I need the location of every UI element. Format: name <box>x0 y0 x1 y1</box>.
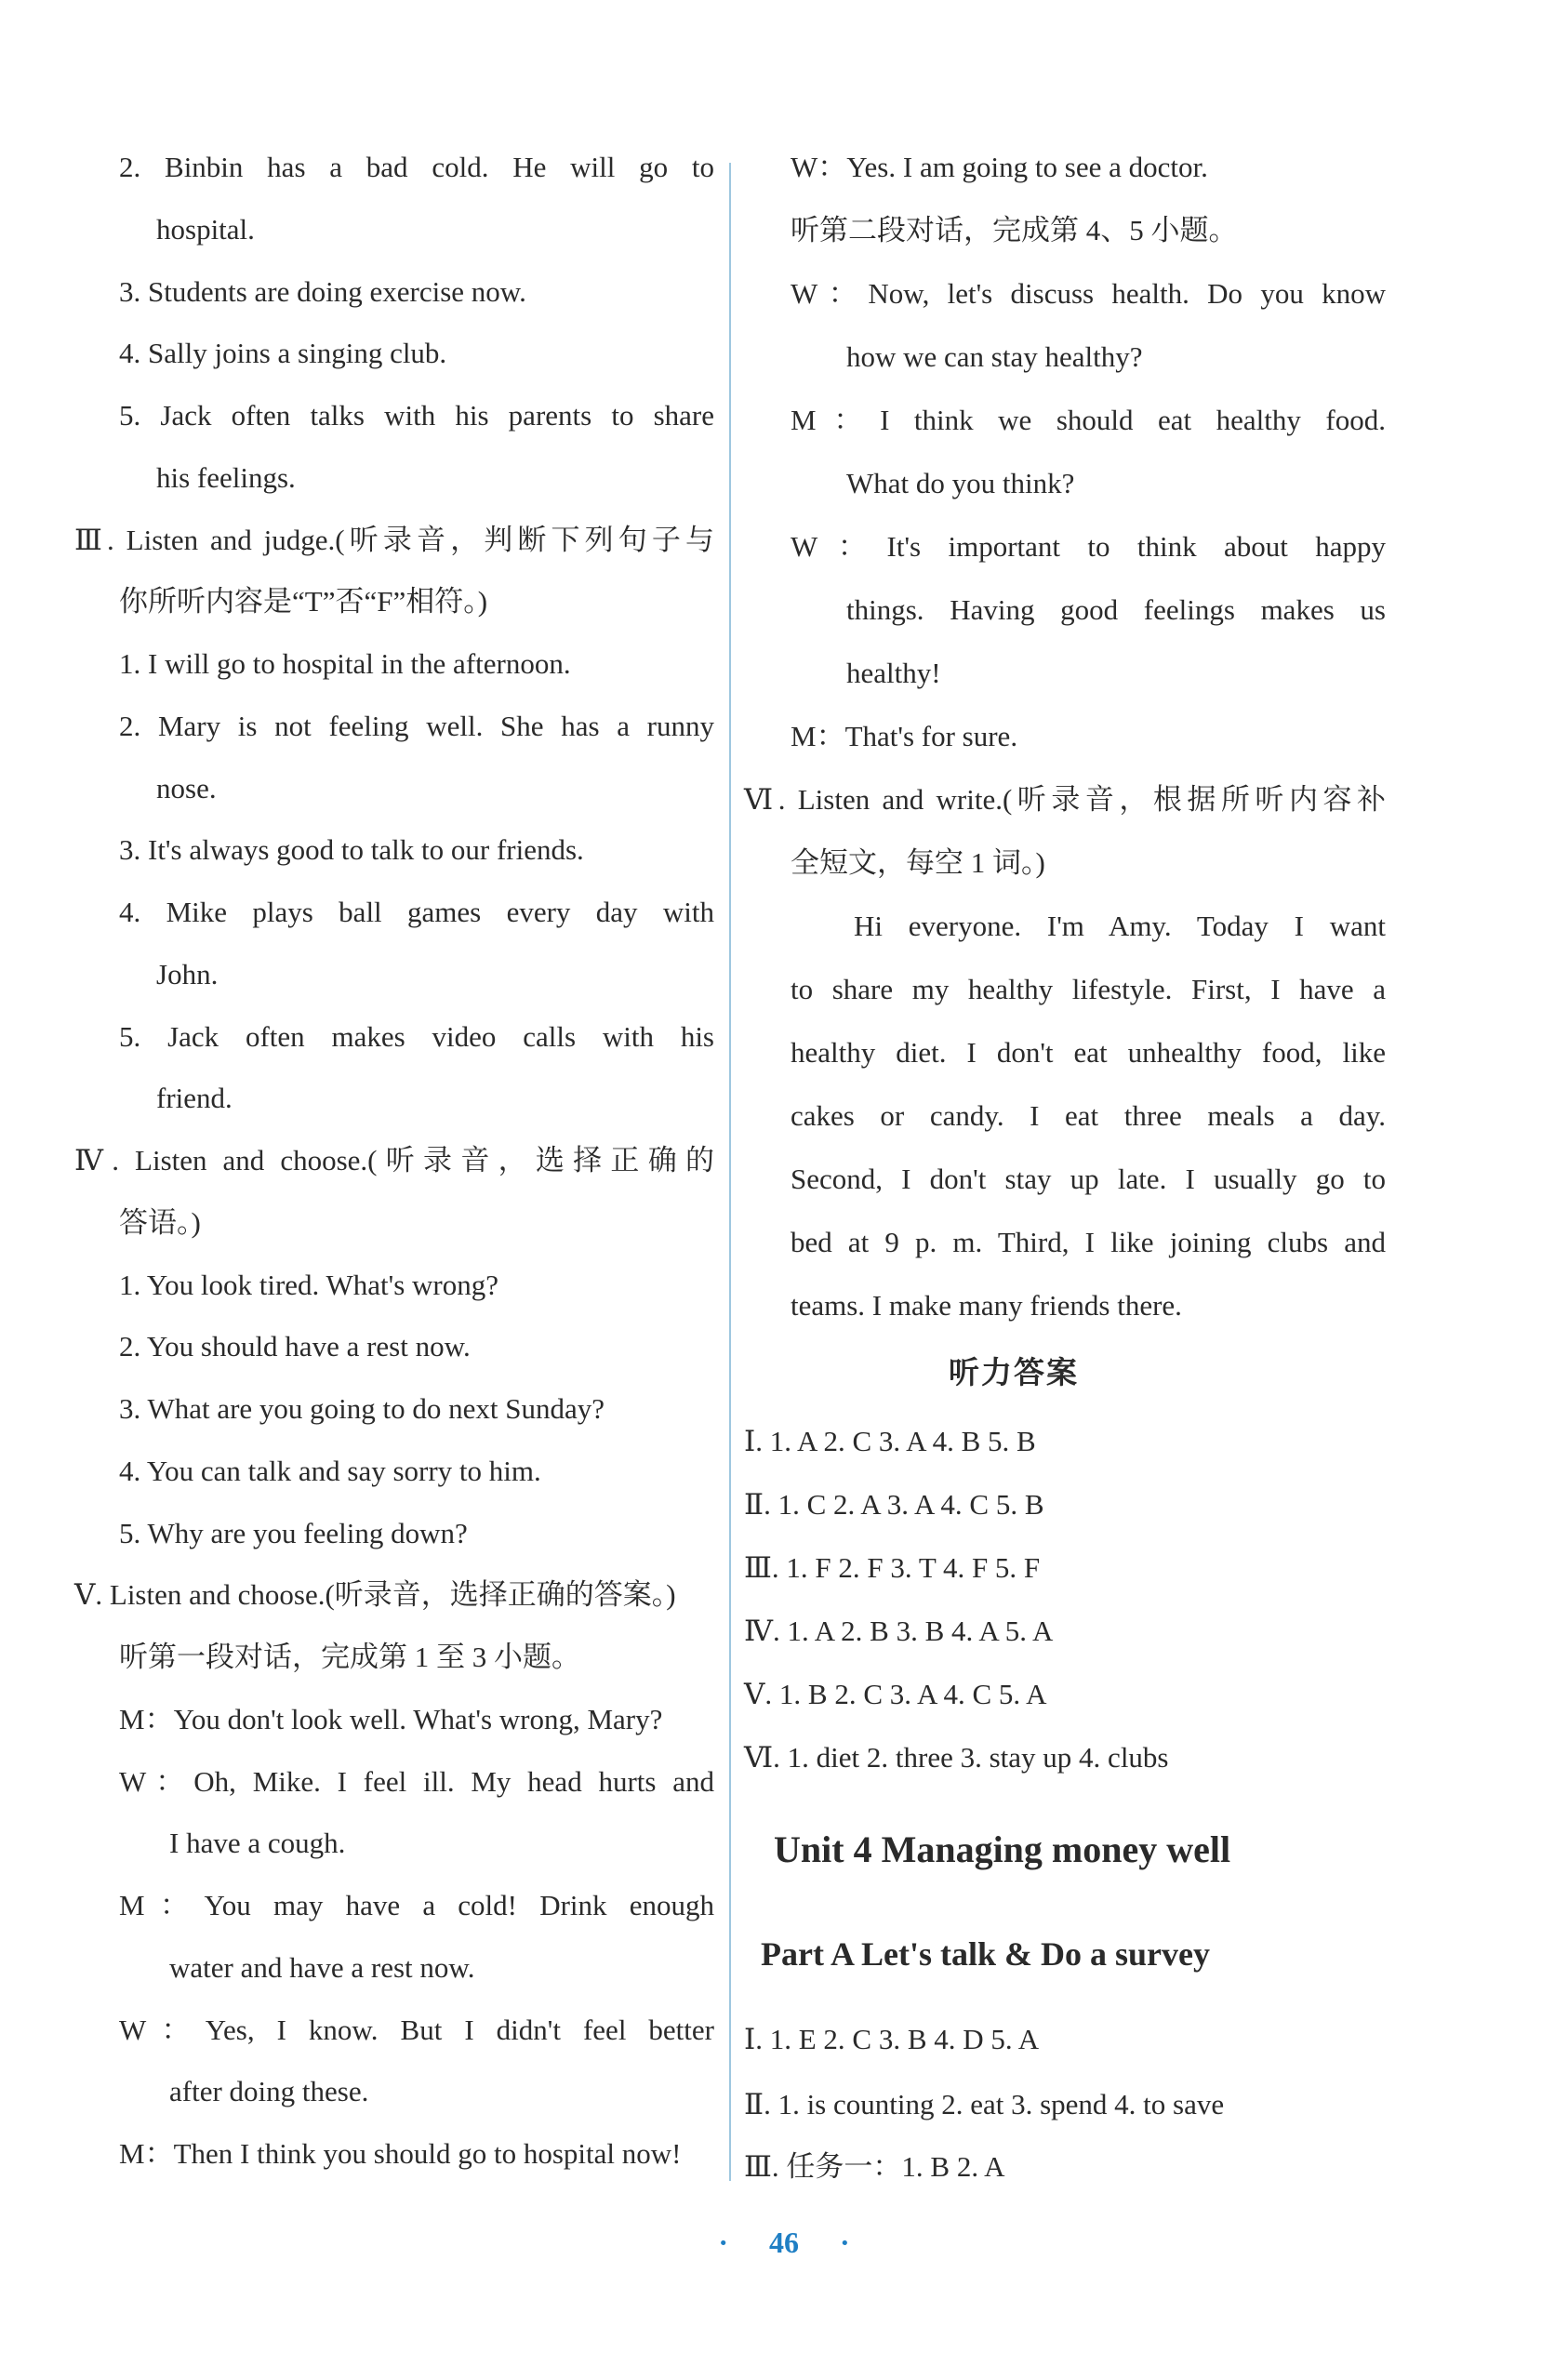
left-text-line-20: 2. You should have a rest now. <box>119 1330 471 1362</box>
answer-line-5: Ⅴ. 1. B 2. C 3. A 4. C 5. A <box>744 1678 1047 1710</box>
unit-title: Unit 4 Managing money well <box>774 1828 1231 1870</box>
answer-line-4: Ⅳ. 1. A 2. B 3. B 4. A 5. A <box>744 1615 1054 1647</box>
left-text-line-1: 2. Binbin has a bad cold. He will go to <box>119 151 714 183</box>
right-text-line-18: bed at 9 p. m. Third, I like joining clubs and <box>791 1226 1386 1258</box>
part-answer-line-3: Ⅲ. 任务一：1. B 2. A <box>744 2150 1005 2183</box>
right-text-line-2: 听第二段对话，完成第 4、5 小题。 <box>791 214 1238 246</box>
right-text-line-16: cakes or candy. I eat three meals a day. <box>791 1099 1386 1132</box>
right-text-line-1: W：Yes. I am going to see a doctor. <box>791 151 1208 183</box>
answer-line-1: Ⅰ. 1. A 2. C 3. A 4. B 5. B <box>744 1425 1036 1457</box>
left-text-line-11: nose. <box>156 772 217 804</box>
left-text-line-16: friend. <box>156 1082 233 1114</box>
left-text-line-29: M：You may have a cold! Drink enough <box>119 1889 714 1921</box>
column-divider <box>729 163 731 2181</box>
left-text-line-31: W：Yes, I know. But I didn't feel better <box>119 2014 714 2046</box>
left-text-line-28: I have a cough. <box>169 1827 346 1859</box>
left-text-line-5: 5. Jack often talks with his parents to share <box>119 399 714 432</box>
answer-line-2: Ⅱ. 1. C 2. A 3. A 4. C 5. B <box>744 1488 1044 1521</box>
left-text-line-18: 答语。) <box>119 1206 201 1239</box>
right-text-line-4: how we can stay healthy? <box>846 340 1143 373</box>
right-text-line-10: M：That's for sure. <box>791 720 1018 752</box>
right-text-line-17: Second, I don't stay up late. I usually go to <box>791 1163 1386 1195</box>
right-text-line-7: W：It's important to think about happy <box>791 530 1386 563</box>
left-text-line-23: 5. Why are you feeling down? <box>119 1517 468 1549</box>
left-text-line-24: Ⅴ. Listen and choose.(听录音，选择正确的答案。) <box>74 1578 676 1611</box>
right-text-line-19: teams. I make many friends there. <box>791 1289 1182 1322</box>
left-text-line-3: 3. Students are doing exercise now. <box>119 275 526 308</box>
left-text-line-19: 1. You look tired. What's wrong? <box>119 1269 498 1301</box>
left-text-line-30: water and have a rest now. <box>169 1951 475 1984</box>
part-title: Part A Let's talk & Do a survey <box>761 1935 1210 1973</box>
left-text-line-13: 4. Mike plays ball games every day with <box>119 896 714 928</box>
right-text-line-8: things. Having good feelings makes us <box>846 593 1386 626</box>
right-text-line-11: Ⅵ. Listen and write.(听录音，根据所听内容补 <box>744 783 1386 816</box>
left-text-line-32: after doing these. <box>169 2075 369 2107</box>
part-answer-line-1: Ⅰ. 1. E 2. C 3. B 4. D 5. A <box>744 2023 1040 2055</box>
left-text-line-17: Ⅳ. Listen and choose.(听录音，选择正确的 <box>74 1144 714 1176</box>
left-text-line-4: 4. Sally joins a singing club. <box>119 337 447 369</box>
answer-line-6: Ⅵ. 1. diet 2. three 3. stay up 4. clubs <box>744 1741 1169 1774</box>
answer-line-3: Ⅲ. 1. F 2. F 3. T 4. F 5. F <box>744 1551 1041 1584</box>
left-text-line-26: M：You don't look well. What's wrong, Mary? <box>119 1703 663 1735</box>
left-text-line-14: John. <box>156 958 219 990</box>
right-text-line-14: to share my healthy lifestyle. First, I have a <box>791 973 1386 1005</box>
page-number-footer <box>0 2226 1568 2260</box>
left-text-line-22: 4. You can talk and say sorry to him. <box>119 1455 541 1487</box>
left-text-line-2: hospital. <box>156 213 255 246</box>
left-text-line-12: 3. It's always good to talk to our friends. <box>119 833 584 866</box>
left-text-line-10: 2. Mary is not feeling well. She has a runny <box>119 710 714 742</box>
right-text-line-13: Hi everyone. I'm Amy. Today I want <box>854 910 1386 942</box>
left-text-line-33: M：Then I think you should go to hospital now! <box>119 2137 682 2170</box>
right-text-line-6: What do you think? <box>846 467 1075 499</box>
left-text-line-27: W：Oh, Mike. I feel ill. My head hurts and <box>119 1765 714 1798</box>
right-text-line-3: W：Now, let's discuss health. Do you know <box>791 277 1386 310</box>
answers-title: 听力答案 <box>949 1357 1079 1390</box>
right-text-line-5: M：I think we should eat healthy food. <box>791 404 1386 436</box>
right-text-line-15: healthy diet. I don't eat unhealthy food, like <box>791 1036 1386 1069</box>
part-answer-line-2: Ⅱ. 1. is counting 2. eat 3. spend 4. to save <box>744 2088 1225 2120</box>
left-text-line-6: his feelings. <box>156 461 296 494</box>
page-number: 46 <box>769 2226 799 2259</box>
left-text-line-21: 3. What are you going to do next Sunday? <box>119 1392 605 1425</box>
left-text-line-25: 听第一段对话，完成第 1 至 3 小题。 <box>119 1641 580 1673</box>
page-dot-left: · <box>718 2226 728 2259</box>
right-text-line-12: 全短文，每空 1 词。) <box>791 846 1045 879</box>
left-text-line-7: Ⅲ. Listen and judge.(听录音，判断下列句子与 <box>74 524 714 556</box>
left-text-line-8: 你所听内容是“T”否“F”相符。) <box>119 585 488 618</box>
left-text-line-15: 5. Jack often makes video calls with his <box>119 1020 714 1053</box>
left-text-line-9: 1. I will go to hospital in the afternoon. <box>119 647 571 680</box>
page-dot-right: · <box>840 2226 850 2259</box>
right-text-line-9: healthy! <box>846 657 941 689</box>
